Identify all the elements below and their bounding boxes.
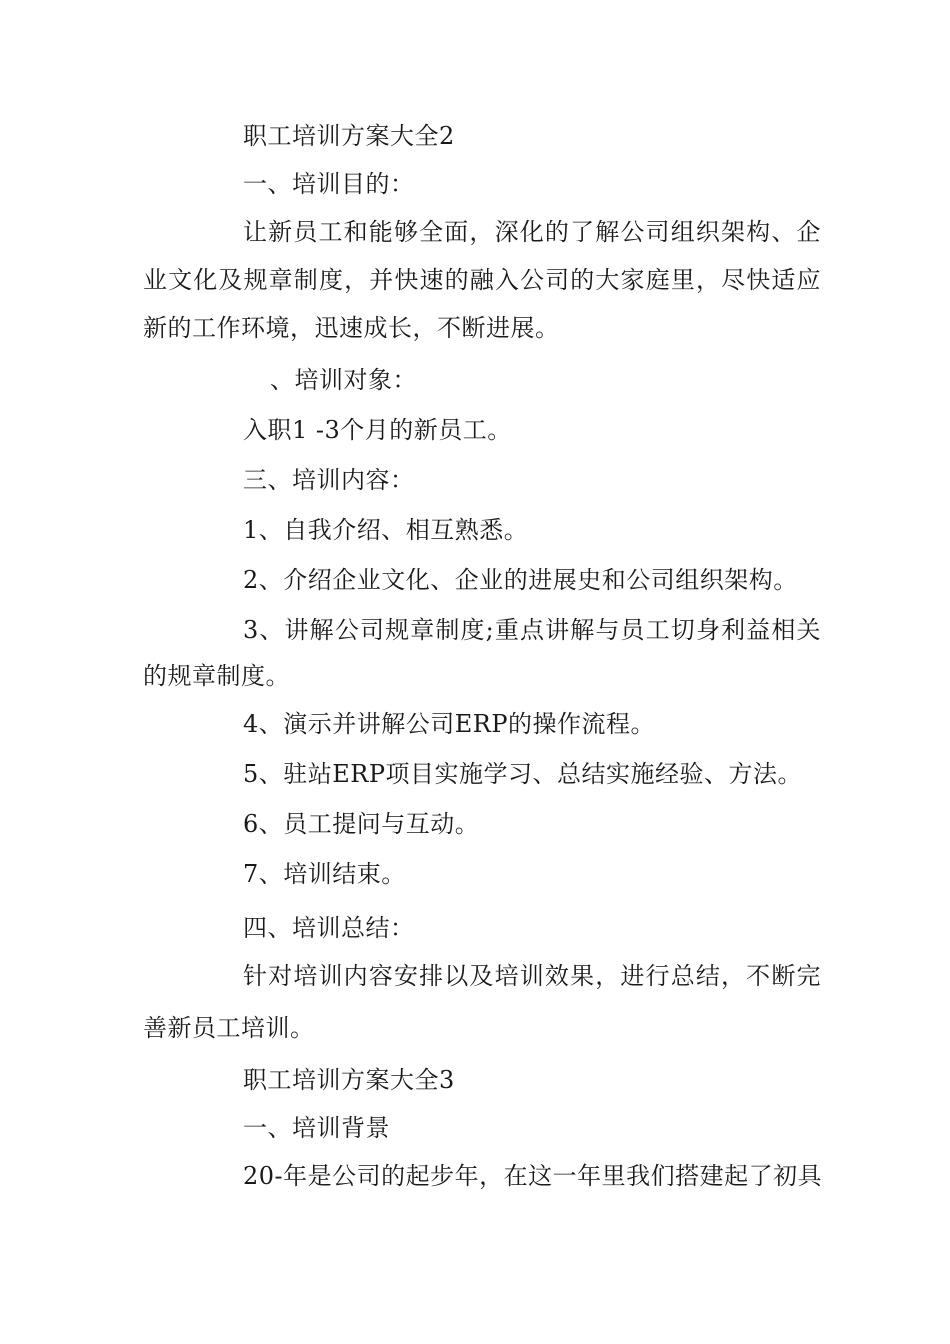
paragraph-purpose-line-3: 新的工作环境，迅速成长，不断进展。 <box>143 314 560 342</box>
paragraph-summary-line-2: 善新员工培训。 <box>143 1014 315 1042</box>
section-title-3: 职工培训方案大全3 <box>243 1066 455 1094</box>
paragraph-purpose-line-2: 业文化及规章制度，并快速的融入公司的大家庭里，尽快适应 <box>143 266 821 294</box>
content-item-5: 5、驻站ERP项目实施学习、总结实施经验、方法。 <box>243 760 803 788</box>
content-item-2: 2、介绍企业文化、企业的进展史和公司组织架构。 <box>243 566 798 594</box>
paragraph-background-line-1: 20-年是公司的起步年，在这一年里我们搭建起了初具 <box>243 1162 823 1190</box>
paragraph-purpose-line-1: 让新员工和能够全面，深化的了解公司组织架构、企 <box>243 218 821 246</box>
heading-training-content: 三、培训内容： <box>243 466 415 494</box>
content-item-3-line-2: 的规章制度。 <box>143 662 290 690</box>
content-item-6: 6、员工提问与互动。 <box>243 810 480 838</box>
content-item-1: 1、自我介绍、相互熟悉。 <box>243 516 529 544</box>
heading-training-target: 、培训对象： <box>270 366 417 394</box>
paragraph-target: 入职1 -3个月的新员工。 <box>243 416 512 444</box>
heading-training-background: 一、培训背景 <box>243 1114 390 1142</box>
content-item-7: 7、培训结束。 <box>243 860 406 888</box>
content-item-4: 4、演示并讲解公司ERP的操作流程。 <box>243 710 656 738</box>
heading-training-summary: 四、培训总结： <box>243 914 415 942</box>
content-item-3-line-1: 3、讲解公司规章制度;重点讲解与员工切身利益相关 <box>243 616 821 644</box>
paragraph-summary-line-1: 针对培训内容安排以及培训效果，进行总结，不断完 <box>243 962 821 990</box>
section-title-2: 职工培训方案大全2 <box>243 122 455 150</box>
heading-training-purpose: 一、培训目的： <box>243 170 415 198</box>
